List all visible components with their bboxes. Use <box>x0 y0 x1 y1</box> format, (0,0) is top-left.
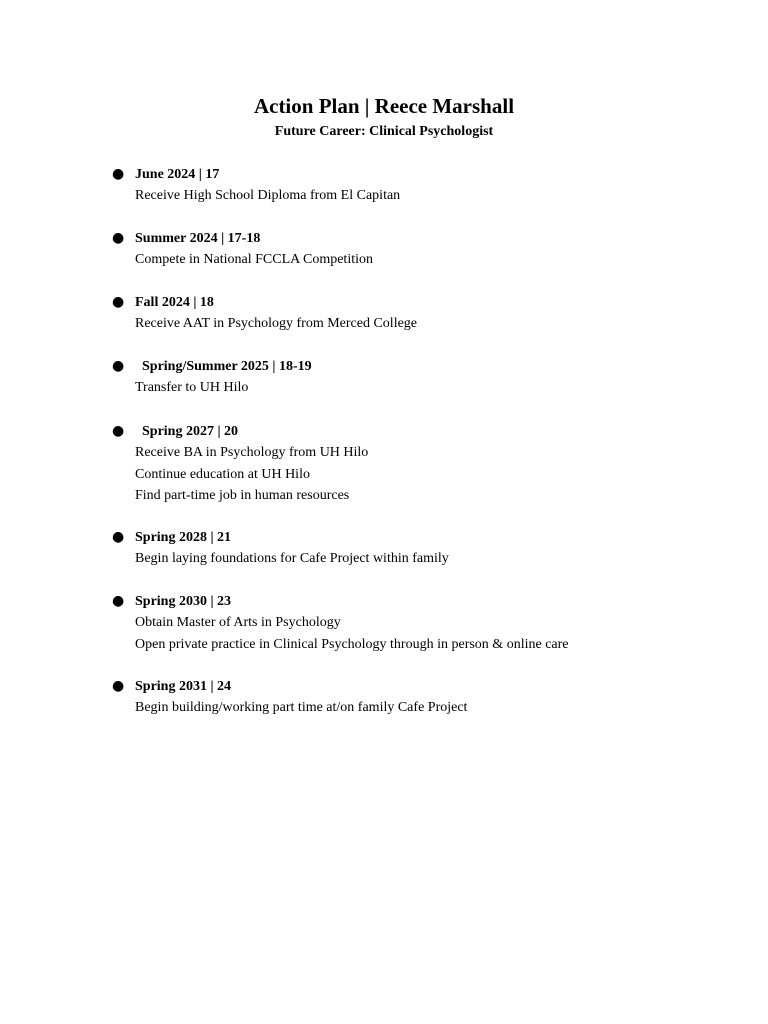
entry-detail-line: Receive BA in Psychology from UH Hilo <box>135 445 369 460</box>
bullet-icon: ● <box>112 529 125 545</box>
bullet-icon: ● <box>112 166 125 182</box>
entry-detail-line: Find part-time job in human resources <box>135 488 350 503</box>
entry-heading: Summer 2024 | 17-18 <box>135 231 261 246</box>
bullet-icon: ● <box>112 678 125 694</box>
entry-details <box>135 548 449 570</box>
entry-detail-line: Continue education at UH Hilo <box>135 466 310 482</box>
bullet-icon: ● <box>112 358 125 374</box>
entry-detail-line: Receive High School Diploma from El Capitan <box>135 188 401 203</box>
entry-detail-line: Begin laying foundations for Cafe Project within family <box>135 551 449 566</box>
bullet-icon: ● <box>112 294 125 310</box>
entry-details <box>135 249 373 271</box>
bullet-icon: ● <box>112 593 125 609</box>
entry-detail-line: Transfer to UH Hilo <box>135 380 249 395</box>
entry-details <box>135 313 417 335</box>
entry-heading: Spring 2027 | 20 <box>135 424 239 439</box>
entry-detail-line: Open private practice in Clinical Psychology through in person & online care <box>135 636 569 652</box>
entry-details <box>135 185 400 207</box>
entry-heading: Spring 2030 | 23 <box>135 594 232 609</box>
entry-details <box>135 442 368 507</box>
page-title: Action Plan | Reece Marshall <box>253 94 515 118</box>
bullet-icon: ● <box>112 423 125 439</box>
entry-detail-line: Receive AAT in Psychology from Merced College <box>135 316 418 331</box>
entry-heading: Spring 2031 | 24 <box>135 679 232 694</box>
entry-heading: June 2024 | 17 <box>135 167 220 182</box>
entry-heading: Spring/Summer 2025 | 18-19 <box>135 359 312 374</box>
entry-detail-line: Obtain Master of Arts in Psychology <box>135 615 341 630</box>
entry-details <box>135 377 248 399</box>
bullet-icon: ● <box>112 230 125 246</box>
page-subtitle: Future Career: Clinical Psychologist <box>274 124 494 139</box>
entry-detail-line: Compete in National FCCLA Competition <box>135 252 373 267</box>
entry-details <box>135 612 569 655</box>
entry-heading: Spring 2028 | 21 <box>135 530 232 545</box>
entry-details <box>135 697 467 719</box>
entry-detail-line: Begin building/working part time at/on family Cafe Project <box>135 700 468 715</box>
entry-heading: Fall 2024 | 18 <box>135 295 214 310</box>
